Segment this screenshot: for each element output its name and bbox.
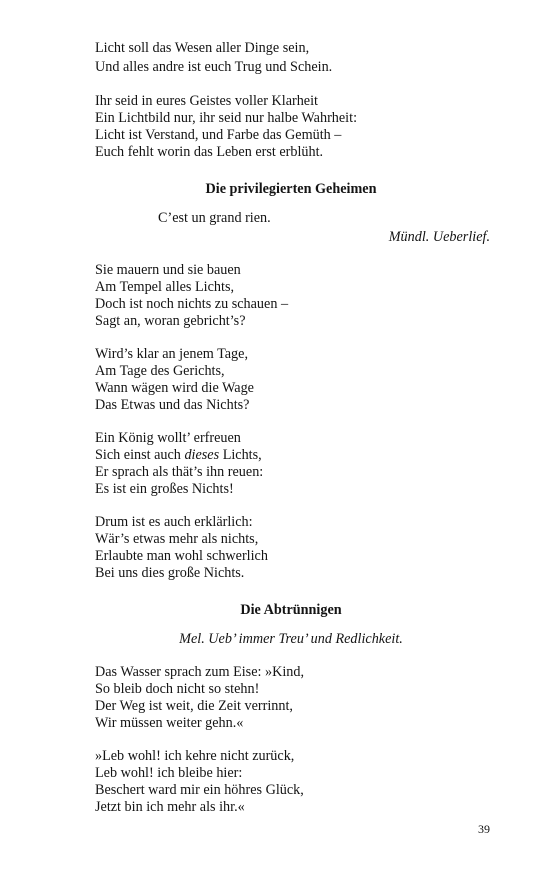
poem-title: Die Abtrünnigen: [240, 602, 342, 618]
verse-line: Wird’s klar an jenem Tage,: [95, 346, 248, 362]
verse-line: Am Tempel alles Lichts,: [95, 279, 235, 295]
verse-line: Doch ist noch nichts zu schauen –: [95, 296, 289, 312]
verse-line: Licht soll das Wesen aller Dinge sein,: [95, 40, 310, 56]
verse-line: Erlaubte man wohl schwerlich: [95, 548, 268, 564]
verse-line: Das Etwas und das Nichts?: [95, 397, 250, 413]
verse-line: Drum ist es auch erklärlich:: [95, 514, 253, 530]
verse-line: Der Weg ist weit, die Zeit verrinnt,: [95, 698, 293, 714]
verse-line: Sich einst auch dieses Lichts,: [95, 447, 262, 463]
verse-line: Das Wasser sprach zum Eise: »Kind,: [95, 664, 304, 680]
verse-line: Ein Lichtbild nur, ihr seid nur halbe Wahrheit:: [95, 110, 358, 126]
melody-note: Mel. Ueb’ immer Treu’ und Redlichkeit.: [179, 631, 403, 647]
motto: C’est un grand rien.: [158, 210, 271, 226]
motto-source: Mündl. Ueberlief.: [388, 229, 490, 245]
verse-line: Wär’s etwas mehr als nichts,: [95, 531, 259, 547]
verse-line: Und alles andre ist euch Trug und Schein.: [95, 59, 333, 75]
verse-line: Beschert ward mir ein höhres Glück,: [95, 782, 304, 798]
verse-line: Ihr seid in eures Geistes voller Klarheit: [95, 93, 318, 109]
verse-line: So bleib doch nicht so stehn!: [95, 681, 260, 697]
verse-line: Er sprach als thät’s ihn reuen:: [95, 464, 264, 480]
emphasis: dieses: [184, 447, 220, 463]
verse-line: Sagt an, woran gebricht’s?: [95, 313, 246, 329]
page-number: 39: [478, 822, 490, 836]
poem-title: Die privilegierten Geheimen: [205, 181, 377, 197]
verse-line: Wir müssen weiter gehn.«: [95, 715, 244, 731]
verse-line: Sie mauern und sie bauen: [95, 262, 241, 278]
verse-line: Leb wohl! ich bleibe hier:: [95, 765, 243, 781]
verse-line: Licht ist Verstand, und Farbe das Gemüth –: [95, 127, 342, 143]
verse-line: Jetzt bin ich mehr als ihr.«: [95, 799, 245, 815]
verse-line: Bei uns dies große Nichts.: [95, 565, 245, 581]
verse-line: Es ist ein großes Nichts!: [95, 481, 234, 497]
verse-line: Euch fehlt worin das Leben erst erblüht.: [95, 144, 324, 160]
verse-line: »Leb wohl! ich kehre nicht zurück,: [95, 748, 295, 764]
verse-line: Am Tage des Gerichts,: [95, 363, 225, 379]
verse-line: Wann wägen wird die Wage: [95, 380, 254, 396]
verse-line: Ein König wollt’ erfreuen: [95, 430, 241, 446]
